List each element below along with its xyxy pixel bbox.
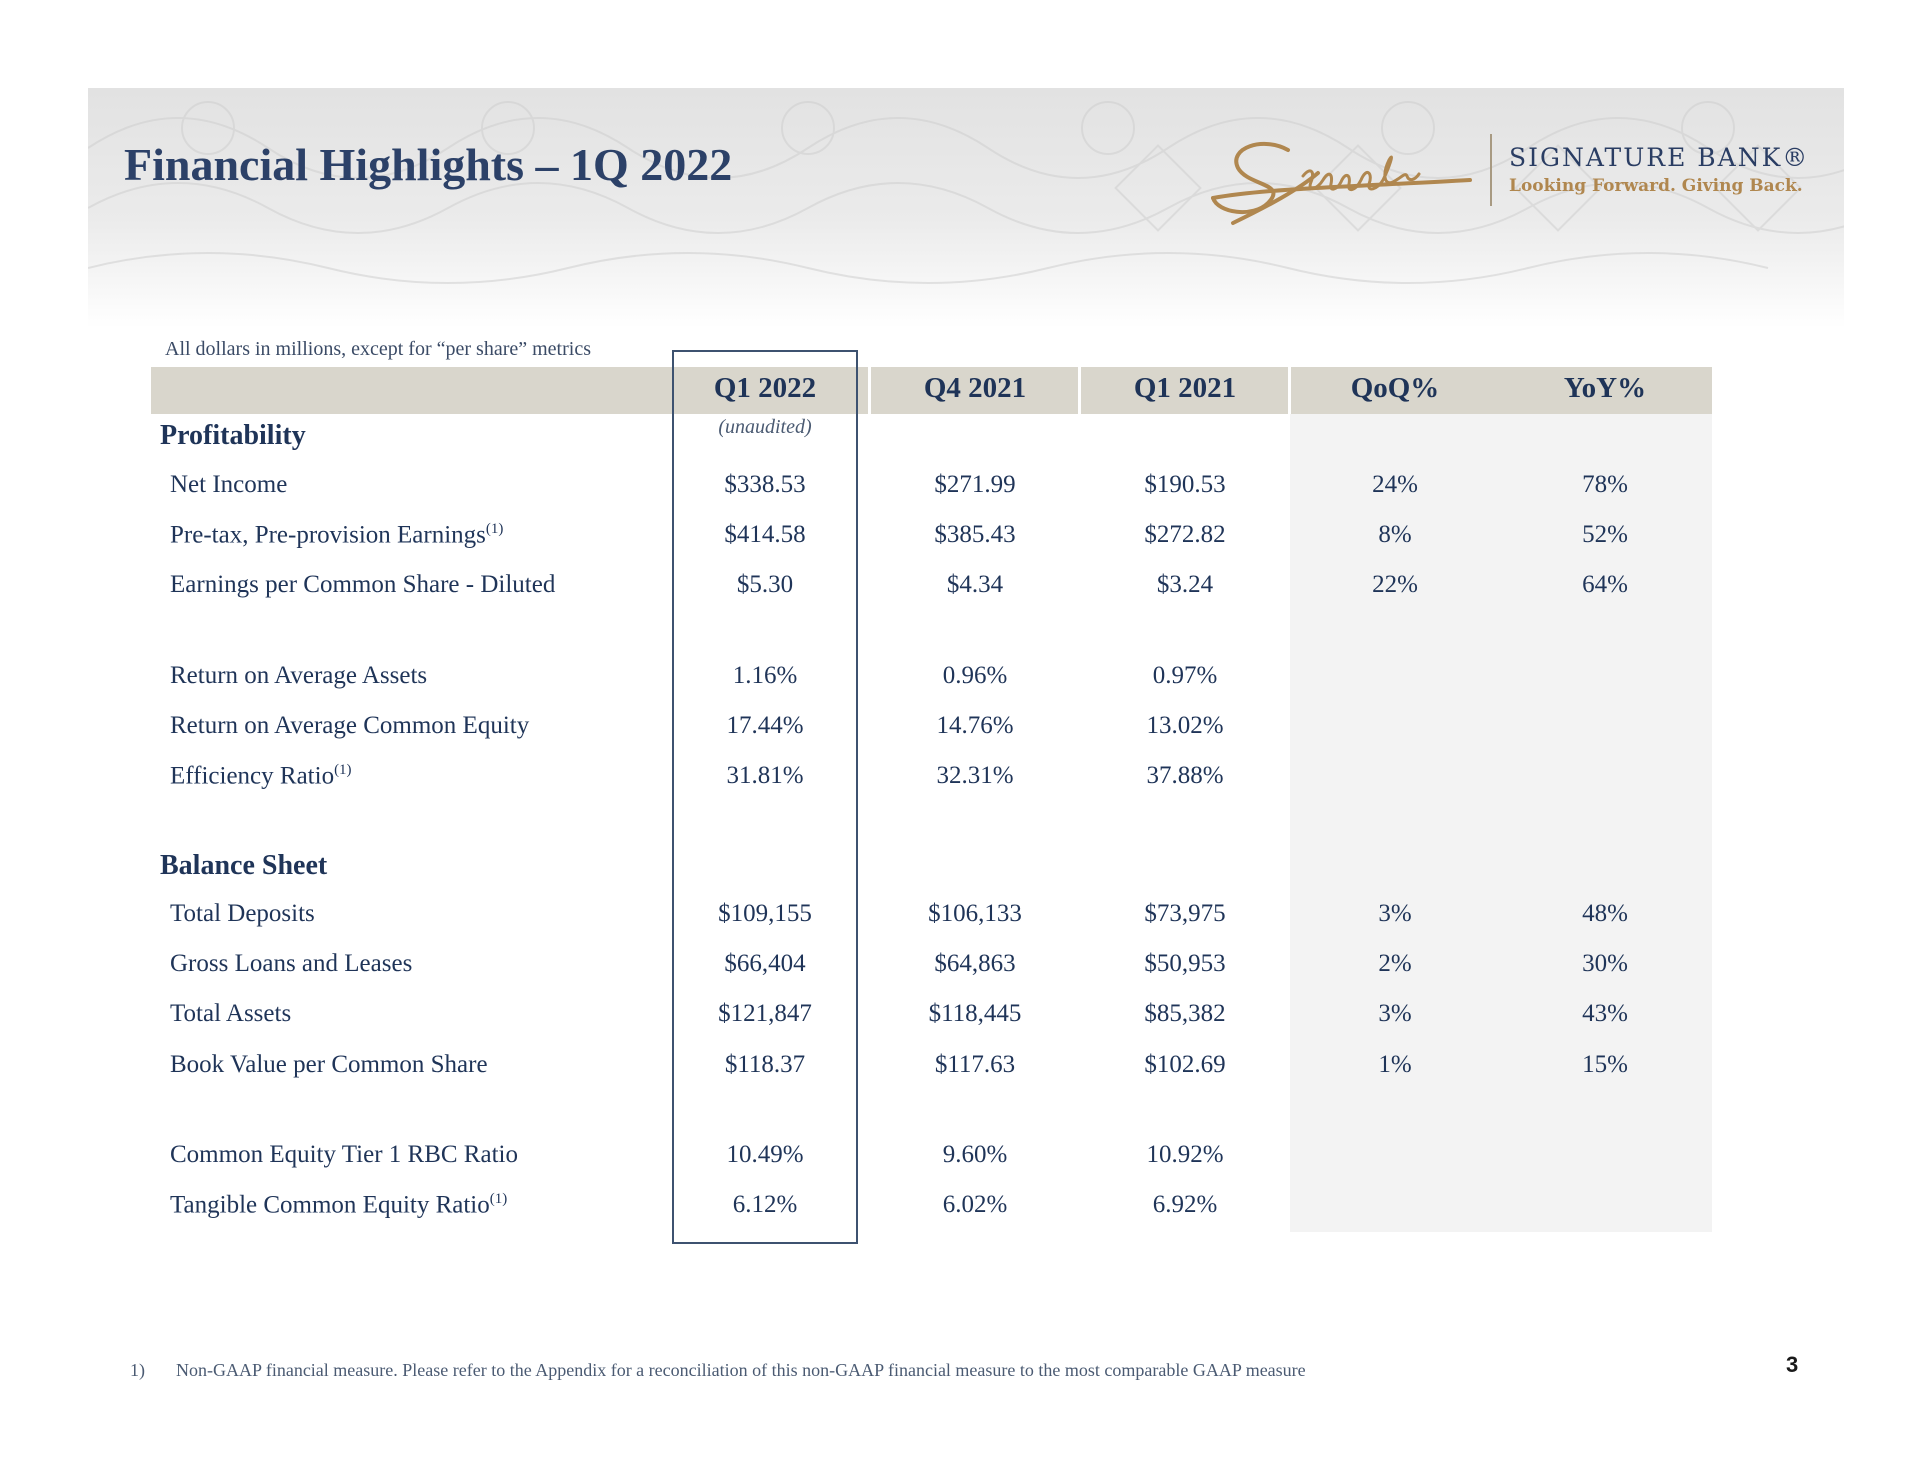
- table-cell: $66,404: [724, 950, 806, 977]
- table-cell: $271.99: [934, 471, 1016, 498]
- signature-logo-icon: [1208, 128, 1478, 228]
- table-cell: 13.02%: [1146, 712, 1224, 739]
- table-cell: 1%: [1378, 1051, 1412, 1078]
- row-label-return-on-average-common-equity: Return on Average Common Equity: [170, 712, 530, 739]
- table-cell: 78%: [1582, 471, 1628, 498]
- table-cell: 52%: [1582, 521, 1628, 548]
- unaudited-note: (unaudited): [718, 416, 812, 438]
- table-cell: 30%: [1582, 950, 1628, 977]
- row-label-tangible-common-equity-ratio: Tangible Common Equity Ratio$^{(1)}$: [170, 1191, 508, 1219]
- table-cell: 48%: [1582, 900, 1628, 927]
- table-cell: 6.12%: [732, 1191, 798, 1218]
- table-cell: 3%: [1378, 1000, 1412, 1027]
- footnote-marker: (1): [334, 762, 352, 778]
- column-header-q1-2022: Q1 2022: [713, 372, 817, 404]
- section-title-profitability: Profitability: [160, 420, 306, 451]
- table-cell: 0.97%: [1152, 662, 1218, 689]
- table-cell: 9.60%: [942, 1141, 1008, 1168]
- table-cell: $117.63: [934, 1051, 1016, 1078]
- table-cell: $4.34: [946, 571, 1004, 598]
- column-separator: [1288, 367, 1291, 414]
- table-cell: $73,975: [1144, 900, 1226, 927]
- footnote-marker: (1): [485, 521, 504, 537]
- table-cell: 6.92%: [1152, 1191, 1218, 1218]
- table-cell: 3%: [1378, 900, 1412, 927]
- table-cell: 14.76%: [936, 712, 1014, 739]
- table-cell: $109,155: [718, 900, 812, 927]
- footnote-marker: (1): [489, 1191, 508, 1207]
- table-cell: 17.44%: [726, 712, 804, 739]
- table-cell: 24%: [1372, 471, 1418, 498]
- row-label-return-on-average-assets: Return on Average Assets: [170, 662, 428, 689]
- table-cell: 31.81%: [726, 762, 804, 789]
- units-note: All dollars in millions, except for “per share” metrics: [165, 338, 591, 360]
- table-cell: 1.16%: [732, 662, 798, 689]
- table-cell: 22%: [1372, 571, 1418, 598]
- row-label-efficiency-ratio: Efficiency Ratio$^{(1)}$: [170, 762, 352, 790]
- row-label-total-deposits: Total Deposits: [170, 900, 315, 927]
- column-separator: [1078, 367, 1081, 414]
- table-cell: $3.24: [1156, 571, 1214, 598]
- section-title-balance-sheet: Balance Sheet: [160, 850, 328, 881]
- decorative-pattern: [88, 88, 1844, 328]
- table-cell: $338.53: [724, 471, 806, 498]
- row-label-cet1-rbc-ratio: Common Equity Tier 1 RBC Ratio: [170, 1141, 518, 1168]
- table-cell: $5.30: [736, 571, 794, 598]
- table-cell: 6.02%: [942, 1191, 1008, 1218]
- logo-divider: [1490, 134, 1492, 206]
- table-cell: 15%: [1582, 1051, 1628, 1078]
- table-cell: $50,953: [1144, 950, 1226, 977]
- page-number: 3: [1786, 1352, 1799, 1377]
- page-title: Financial Highlights – 1Q 2022: [124, 139, 733, 190]
- table-cell: $118,445: [928, 1000, 1022, 1027]
- column-header-q1-2021: Q1 2021: [1133, 372, 1237, 404]
- table-cell: 0.96%: [942, 662, 1008, 689]
- table-cell: $272.82: [1144, 521, 1226, 548]
- table-cell: $121,847: [718, 1000, 812, 1027]
- table-cell: 64%: [1582, 571, 1628, 598]
- row-label-book-value-per-common-share: Book Value per Common Share: [170, 1051, 488, 1078]
- table-cell: 8%: [1378, 521, 1412, 548]
- table-cell: $106,133: [928, 900, 1022, 927]
- table-cell: 10.49%: [726, 1141, 804, 1168]
- row-label-total-assets: Total Assets: [170, 1000, 292, 1027]
- column-header-yoy: YoY%: [1563, 372, 1647, 404]
- table-cell: $85,382: [1144, 1000, 1226, 1027]
- header-banner: [88, 88, 1844, 328]
- column-header-qoq: QoQ%: [1350, 372, 1440, 404]
- logo-name: SIGNATURE BANK®: [1509, 143, 1810, 172]
- table-cell: 10.92%: [1146, 1141, 1224, 1168]
- row-label-net-income: Net Income: [170, 471, 288, 498]
- table-cell: 32.31%: [936, 762, 1014, 789]
- logo-tagline: Looking Forward. Giving Back.: [1509, 176, 1803, 196]
- row-label-eps-diluted: Earnings per Common Share - Diluted: [170, 571, 556, 598]
- table-cell: 43%: [1582, 1000, 1628, 1027]
- row-label-gross-loans-and-leases: Gross Loans and Leases: [170, 950, 413, 977]
- footnote: [130, 1360, 1306, 1381]
- table-cell: $190.53: [1144, 471, 1226, 498]
- table-cell: 2%: [1378, 950, 1412, 977]
- footnote-text: Non-GAAP financial measure. Please refer to the Appendix for a reconciliation of this non-GAAP financial measure to the most comparable GAAP measure: [176, 1360, 1306, 1380]
- row-label-pre-tax-pre-provision-earnings: Pre-tax, Pre-provision Earnings$^{(1)}$: [170, 521, 504, 549]
- table-cell: $64,863: [934, 950, 1016, 977]
- column-header-q4-2021: Q4 2021: [923, 372, 1027, 404]
- table-cell: $414.58: [724, 521, 806, 548]
- table-cell: $118.37: [724, 1051, 806, 1078]
- table-cell: $102.69: [1144, 1051, 1226, 1078]
- footnote-number: 1): [130, 1360, 145, 1380]
- table-cell: $385.43: [934, 521, 1016, 548]
- table-cell: 37.88%: [1146, 762, 1224, 789]
- column-separator: [868, 367, 871, 414]
